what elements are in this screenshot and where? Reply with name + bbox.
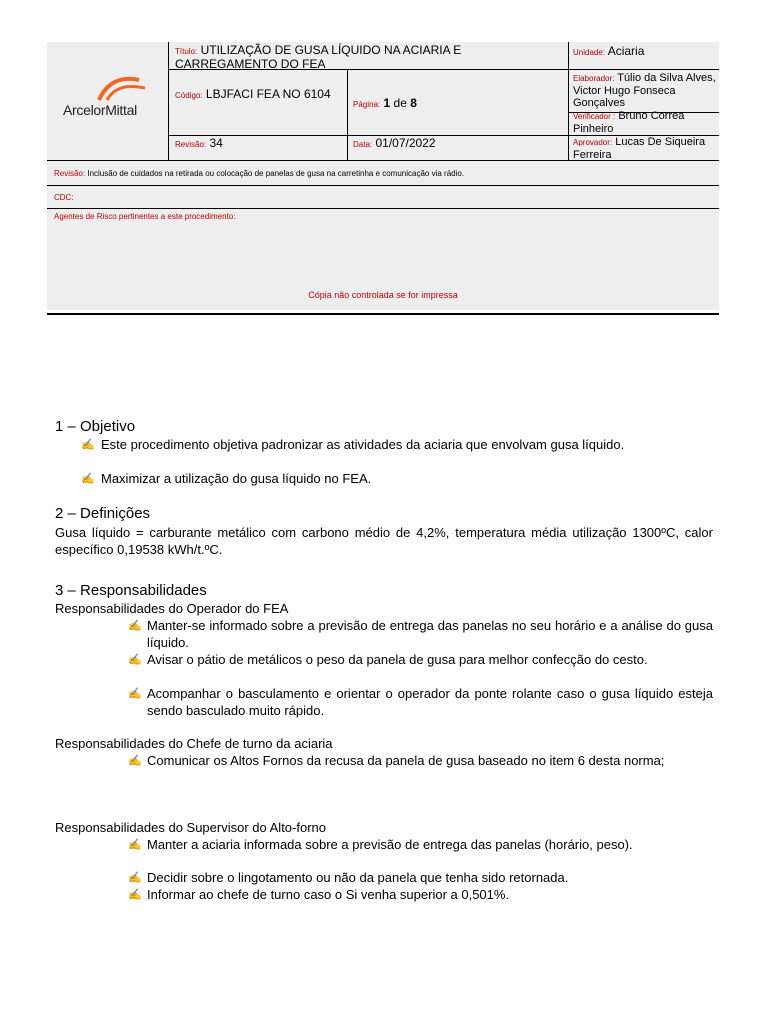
pen-bullet-icon: ✍ [128,620,142,632]
pagina-num: 1 [383,96,391,110]
revisao-note-value: Inclusão de cuidados na retirada ou colocação de panelas de gusa na carretinha e comunicação via rádio. [87,169,465,178]
codigo-cell [175,88,343,102]
group-title-supervisor: Responsabilidades do Supervisor do Alto-forno [55,820,327,835]
aprovador-cell [573,136,717,161]
unidade-cell [573,45,717,59]
data-label: Data: [353,140,373,149]
unidade-label: Unidade: [573,48,606,57]
pagina-de: de [393,96,407,110]
pen-bullet-icon: ✍ [128,688,142,700]
verificador-value: Bruno Correa Pinheiro [573,110,685,135]
pen-bullet-icon: ✍ [81,473,95,485]
elaborador-cell [573,72,717,109]
revisao-value: 34 [209,136,223,150]
definicao-text: Gusa líquido = carburante metálico com carbono médio de 4,2%, temperatura média utilização 1300ºC, calor específico 0,19538 kWh/t.ºC. [55,525,713,557]
list-item: ✍ Informar ao chefe de turno caso o Si venha superior a 0,501%. [128,887,510,902]
copia-nao-controlada: Cópia não controlada se for impressa [308,290,458,300]
pagina-total: 8 [410,96,417,110]
list-item: ✍ Comunicar os Altos Fornos da recusa da panela de gusa baseado no item 6 desta norma; [128,753,665,768]
aprovador-value: Lucas De Siqueira Ferreira [573,136,706,161]
list-item: ✍ Acompanhar o basculamento e orientar o operador da ponte rolante caso o gusa líquido esteja sendo basculado muito rápido. [128,686,713,718]
data-cell [353,137,563,151]
list-item: ✍ Avisar o pátio de metálicos o peso da panela de gusa para melhor confecção do cesto. [128,652,648,667]
list-item: ✍ Maximizar a utilização do gusa líquido no FEA. [81,471,372,486]
revisao-note-label: Revisão: [54,169,86,178]
section-1-title: 1 – Objetivo [55,418,136,435]
unidade-value: Aciaria [607,44,645,58]
titulo-cell [175,44,565,70]
list-item: ✍ Decidir sobre o lingotamento ou não da panela que tenha sido retornada. [128,870,569,885]
pen-bullet-icon: ✍ [128,839,142,851]
pagina-cell [353,97,563,111]
revisao-cell [175,137,343,151]
list-item: ✍ Manter-se informado sobre a previsão de entrega das panelas no seu horário e a análise do gusa líquido. [128,618,713,650]
cdc-label: CDC: [54,193,74,202]
list-item: ✍ Manter a aciaria informada sobre a previsão de entrega das panelas (horário, peso). [128,837,633,852]
revisao-label: Revisão: [175,140,207,149]
pen-bullet-icon: ✍ [128,654,142,666]
pen-bullet-icon: ✍ [128,755,142,767]
logo-text: ArcelorMittal [63,102,137,118]
logo-arc-icon [59,72,159,102]
titulo-label: Título: [175,47,198,56]
agentes-label: Agentes de Risco pertinentes a este procedimento: [54,212,236,221]
group-title-chefe: Responsabilidades do Chefe de turno da aciaria [55,736,333,751]
elaborador-label: Elaborador: [573,74,615,83]
arcelormittal-logo [59,72,159,120]
data-value: 01/07/2022 [375,136,436,150]
codigo-value: LBJFACI FEA NO 6104 [205,87,331,101]
codigo-label: Código: [175,91,203,100]
list-item: ✍ Este procedimento objetiva padronizar as atividades da aciaria que envolvam gusa líquido. [81,437,625,452]
pen-bullet-icon: ✍ [128,872,142,884]
pagina-label: Página: [353,100,381,109]
pen-bullet-icon: ✍ [128,889,142,901]
document-header [47,42,719,310]
group-title-operador: Responsabilidades do Operador do FEA [55,601,289,616]
section-2-title: 2 – Definições [55,505,151,522]
verificador-label: Verificador : [573,112,616,121]
revisao-note [54,169,714,179]
pen-bullet-icon: ✍ [81,439,95,451]
titulo-value: UTILIZAÇÃO DE GUSA LÍQUIDO NA ACIARIA E CARREGAMENTO DO FEA [175,43,462,71]
section-3-title: 3 – Responsabilidades [55,582,207,599]
verificador-cell [573,110,717,135]
aprovador-label: Aprovador: [573,138,613,147]
elaborador-value: Túlio da Silva Alves, Victor Hugo Fonseca Gonçalves [573,72,716,109]
